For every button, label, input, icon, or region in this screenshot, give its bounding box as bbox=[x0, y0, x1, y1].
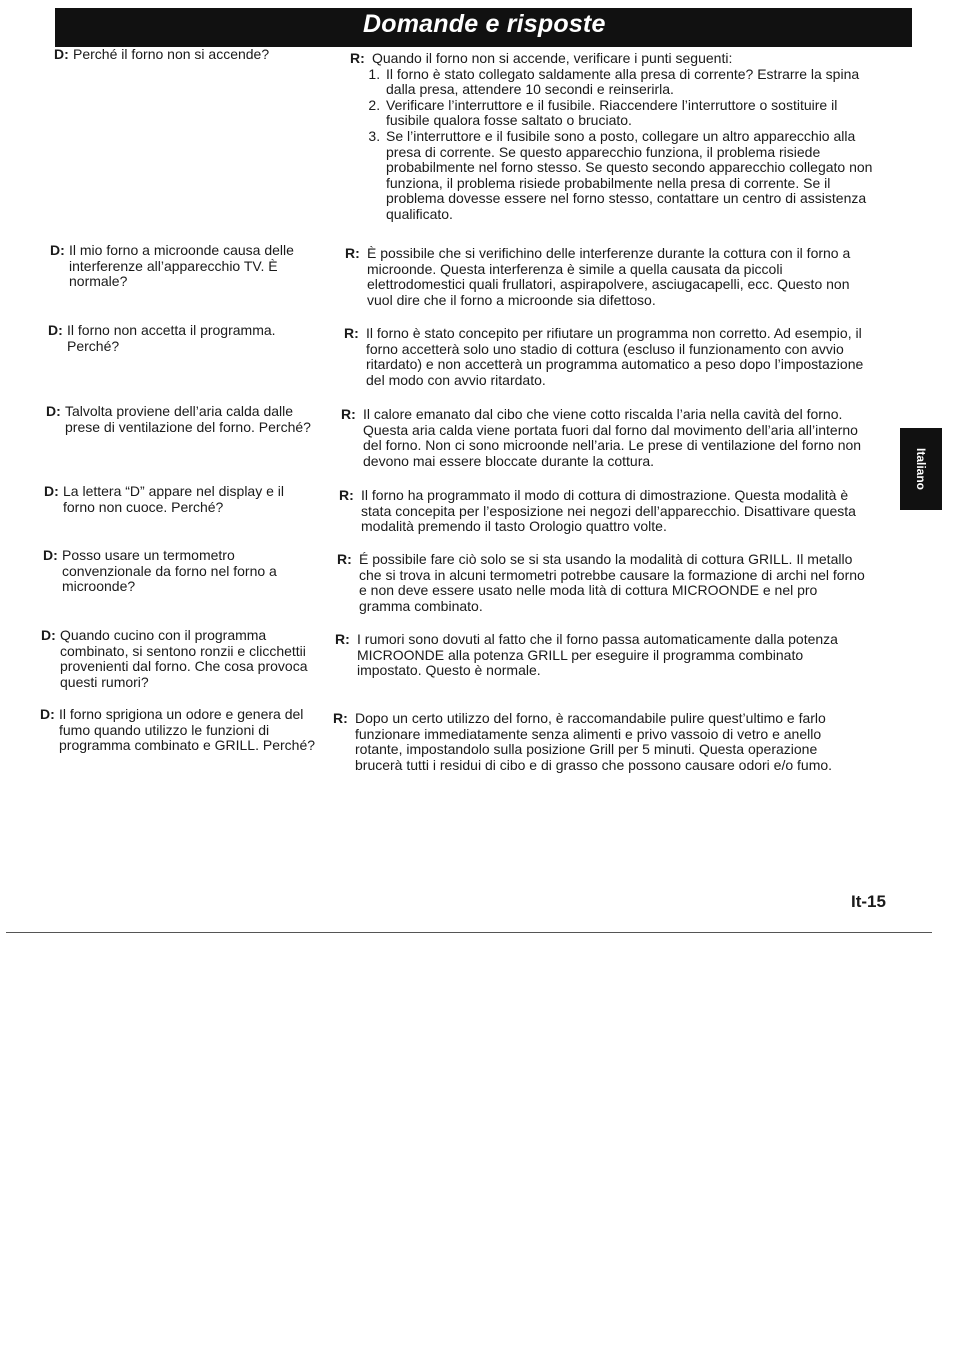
answer-text: I rumori sono dovuti al fatto che il forno passa automaticamente dalla potenza MICROONDE alla potenza GRILL per eseguire il programma combinato impostato. Questo è normale. bbox=[357, 631, 838, 679]
answer-label: R: bbox=[350, 50, 365, 66]
answer-text: Il forno è stato concepito per rifiutare un programma non corretto. Ad esempio, il forno accetterà solo uno stadio di cottura (escluso il funzionamento con avvio ritardato) e non accetterà un programma automatico a peso dopo l’impostazione del modo con avvio ritardato. bbox=[366, 325, 864, 388]
answer-text: Il forno ha programmato il modo di cottura di dimostrazione. Questa modalità è stata concepita per l’esposizione nei negozi dell’apparecchio. Disattivare questa modalità premendo il tasto Orologio quattro volte. bbox=[361, 487, 856, 535]
question-label: D: bbox=[43, 547, 58, 563]
answer-text: É possibile fare ciò solo se si sta usando la modalità di cottura GRILL. Il metallo che si trova in alcuni termometri potrebbe causare la formazione di archi nel forno e non deve essere usato nelle moda lità di cottura MICROONDE e nel pro gramma combinato. bbox=[359, 551, 865, 614]
answer-text: È possibile che si verifichino delle interferenze durante la cottura con il forno a microonde. Questa interferenza è simile a quella causata da piccoli elettrodomestici quali frullatori, aspirapolvere, asciugacapelli, ecc. Questo non vuol dire che il forno a microonde sia difettoso. bbox=[367, 245, 851, 308]
answer-label: R: bbox=[341, 406, 356, 422]
answer-checklist bbox=[350, 67, 880, 223]
checklist-item: 1. Il forno è stato collegato saldamente alla presa di corrente? Estrarre la spina dalla presa, attendere 10 secondi e reinserirla. bbox=[384, 67, 880, 98]
page-title: Domande e risposte bbox=[363, 10, 606, 38]
answer-label: R: bbox=[345, 245, 360, 261]
language-side-tab bbox=[900, 428, 942, 510]
answer-2 bbox=[345, 246, 875, 308]
question-5 bbox=[44, 484, 314, 515]
page-title-bar bbox=[55, 8, 912, 47]
answer-8 bbox=[333, 711, 863, 773]
answer-4 bbox=[341, 407, 871, 469]
answer-7 bbox=[335, 632, 865, 679]
answer-label: R: bbox=[344, 325, 359, 341]
checklist-item: 3. Se l’interruttore e il fusibile sono a posto, collegare un altro apparecchio alla presa di corrente. Se questo apparecchio funziona, il problema risiede probabilmente nel forno stesso. Se questo secondo apparecchio collegato non funziona, il problema risiede probabilmente nella presa di corrente. Se il problema dovesse essere nel forno stesso, contattare un centro di assistenza qualificato. bbox=[384, 129, 880, 223]
question-7 bbox=[41, 628, 323, 690]
question-text: Il mio forno a microonde causa delle interferenze all’apparecchio TV. È normale? bbox=[69, 242, 294, 290]
question-text: Talvolta proviene dell’aria calda dalle prese di ventilazione del forno. Perché? bbox=[65, 403, 311, 435]
question-8 bbox=[40, 707, 320, 754]
answer-label: R: bbox=[339, 487, 354, 503]
question-label: D: bbox=[44, 483, 59, 499]
question-1 bbox=[54, 47, 334, 63]
answer-label: R: bbox=[333, 710, 348, 726]
page-number: It-15 bbox=[851, 892, 886, 911]
question-2 bbox=[50, 243, 320, 290]
question-label: D: bbox=[40, 706, 55, 722]
question-label: D: bbox=[46, 403, 61, 419]
question-text: Quando cucino con il programma combinato, si sentono ronzii e clicchettii provenienti dal forno. Che cosa provoca questi rumori? bbox=[60, 627, 308, 690]
answer-3 bbox=[344, 326, 874, 388]
question-3 bbox=[48, 323, 303, 354]
question-text: Posso usare un termometro convenzionale da forno nel forno a microonde? bbox=[62, 547, 277, 595]
answer-1 bbox=[350, 51, 880, 223]
answer-label: R: bbox=[335, 631, 350, 647]
question-label: D: bbox=[54, 46, 69, 62]
question-text: La lettera “D” appare nel display e il forno non cuoce. Perché? bbox=[63, 483, 285, 515]
answer-text: Il calore emanato dal cibo che viene cotto riscalda l’aria nella cavità del forno. Questa aria calda viene portata fuori dal forno dal movimento dell’aria all’interno del forno. Non ci sono microonde nell’aria. Le prese di ventilazione del forno non devono mai essere bloccate durante la cottura. bbox=[363, 406, 862, 469]
question-label: D: bbox=[41, 627, 56, 643]
answer-label: R: bbox=[337, 551, 352, 567]
footer-divider bbox=[6, 932, 932, 933]
answer-intro: Quando il forno non si accende, verificare i punti seguenti: bbox=[372, 50, 733, 66]
checklist-item: 2. Verificare l’interruttore e il fusibile. Riaccendere l’interruttore o sostituire il fusibile qualora fosse saltato o bruciato. bbox=[384, 98, 880, 129]
question-text: Il forno non accetta il programma. Perché? bbox=[67, 322, 276, 354]
language-label: Italiano bbox=[914, 447, 928, 491]
question-6 bbox=[43, 548, 298, 595]
question-label: D: bbox=[48, 322, 63, 338]
answer-5 bbox=[339, 488, 869, 535]
question-text: Perché il forno non si accende? bbox=[73, 46, 270, 62]
question-4 bbox=[46, 404, 328, 435]
question-label: D: bbox=[50, 242, 65, 258]
answer-6 bbox=[337, 552, 867, 614]
question-text: Il forno sprigiona un odore e genera del fumo quando utilizzo le funzioni di programma combinato e GRILL. Perché? bbox=[59, 706, 316, 754]
answer-text: Dopo un certo utilizzo del forno, è raccomandabile pulire quest’ultimo e farlo funzionare immediatamente senza alimenti e privo vassoio di vetro e anello rotante, impostandolo sulla posizione Grill per 5 minuti. Questa operazione brucerà tutti i residui di cibo e di grasso che possono causare odori e/o fumo. bbox=[355, 710, 833, 773]
